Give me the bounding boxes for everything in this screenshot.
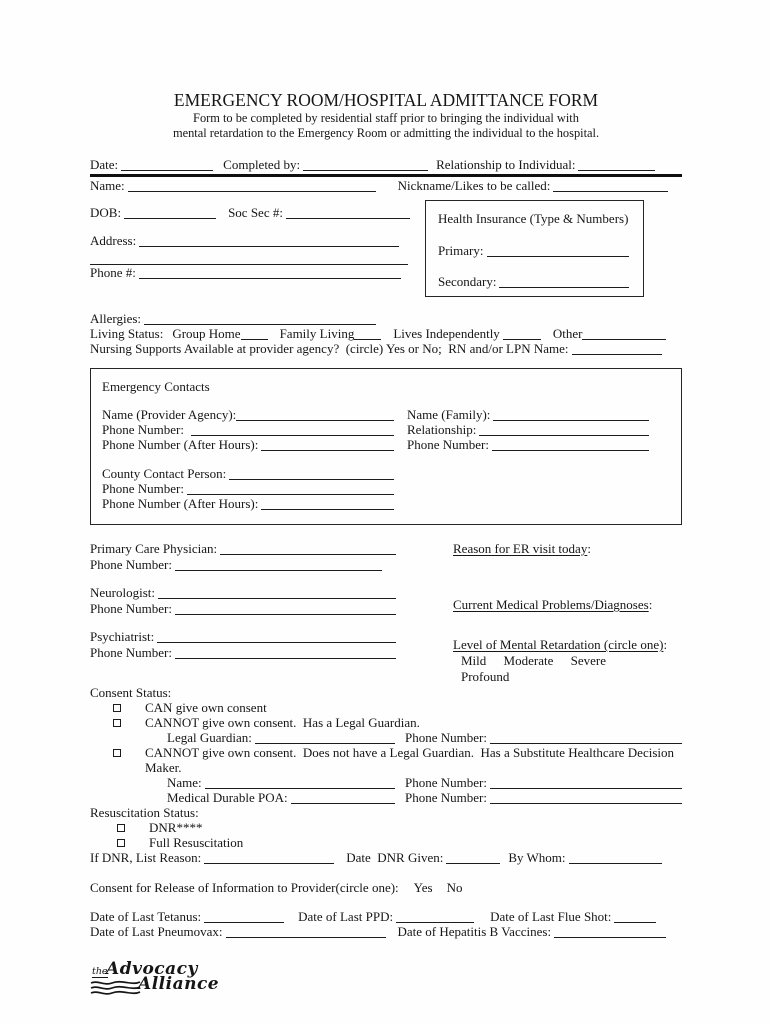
psychiatrist-row [90, 629, 396, 645]
legal-guardian-label: Legal Guardian: [167, 730, 252, 745]
dob-label: DOB: [90, 205, 122, 220]
living-option-family-living[interactable]: Family Living [279, 326, 355, 341]
ppd-line[interactable] [396, 911, 474, 923]
living-option-independent[interactable]: Lives Independently [393, 326, 500, 341]
dnr-option [90, 820, 682, 835]
decision-maker-name-label: Name: [167, 775, 202, 790]
insurance-primary-row [438, 243, 631, 258]
county-phone-line[interactable] [187, 483, 394, 495]
psychiatrist-line[interactable] [157, 631, 396, 643]
relationship-label: Relationship to Individual: [436, 157, 576, 172]
county-row-3 [102, 496, 670, 511]
problems-heading: Current Medical Problems/Diagnoses: [453, 597, 653, 612]
neurologist-line[interactable] [158, 587, 396, 599]
ssn-label: Soc Sec #: [228, 205, 283, 220]
hepatitis-label: Date of Hepatitis B Vaccines: [397, 924, 552, 939]
full-resuscitation-checkbox[interactable] [117, 839, 125, 847]
maker-row [90, 760, 682, 775]
release-no[interactable]: No [446, 880, 463, 895]
insurance-primary-line[interactable] [487, 245, 630, 257]
pcp-phone-line[interactable] [175, 559, 382, 571]
family-relationship-label: Relationship: [407, 422, 477, 437]
can-consent-checkbox[interactable] [113, 704, 121, 712]
allergies-label: Allergies: [90, 311, 142, 326]
assessment-column [453, 541, 682, 685]
nursing-label: Nursing Supports Available at provider agency? (circle) Yes or No; RN and/or LPN Name: [90, 341, 569, 356]
pcp-phone-label: Phone Number: [90, 557, 172, 572]
retardation-options [453, 653, 682, 685]
consent-option-can [90, 700, 682, 715]
county-row-1 [102, 466, 670, 481]
tetanus-label: Date of Last Tetanus: [90, 909, 202, 924]
if-dnr-row [90, 850, 682, 865]
rn-lpn-name-line[interactable] [572, 343, 663, 355]
provider-phone-label: Phone Number: [102, 422, 184, 437]
nickname-line[interactable] [553, 180, 668, 192]
poa-row [90, 790, 682, 805]
if-dnr-label: If DNR, List Reason: [90, 850, 202, 865]
provider-phone-line[interactable] [191, 424, 394, 436]
psychiatrist-phone-line[interactable] [175, 647, 396, 659]
full-resuscitation-option [90, 835, 682, 850]
family-phone-label: Phone Number: [407, 437, 489, 452]
by-whom-line[interactable] [569, 852, 662, 864]
release-label: Consent for Release of Information to Provider(circle one): [90, 880, 399, 895]
cannot-consent-guardian-checkbox[interactable] [113, 719, 121, 727]
retardation-heading: Level of Mental Retardation (circle one): [453, 637, 668, 652]
tetanus-line[interactable] [204, 911, 284, 923]
address-line[interactable] [139, 235, 399, 247]
insurance-secondary-row [438, 274, 631, 289]
provider-name-line[interactable] [236, 409, 394, 421]
cannot-consent-guardian-label: CANNOT give own consent. Has a Legal Guardian. [145, 715, 420, 730]
emergency-contacts-box [90, 368, 682, 525]
insurance-secondary-label: Secondary: [438, 274, 497, 289]
family-name-line[interactable] [493, 409, 649, 421]
release-row [90, 880, 682, 895]
full-resuscitation-label: Full Resuscitation [149, 835, 244, 850]
level-severe[interactable]: Severe [570, 653, 606, 668]
physicians-block [90, 541, 682, 685]
psychiatrist-phone-label: Phone Number: [90, 645, 172, 660]
provider-name-label: Name (Provider Agency): [102, 407, 237, 422]
contact-row-1 [102, 407, 670, 422]
logo-alliance-text: Alliance [138, 974, 220, 994]
name-row [90, 178, 682, 193]
county-row-2 [102, 481, 670, 496]
vaccines-row-2 [90, 924, 682, 939]
cannot-consent-no-guardian-checkbox[interactable] [113, 749, 121, 757]
neurologist-phone-label: Phone Number: [90, 601, 172, 616]
pneumovax-label: Date of Last Pneumovax: [90, 924, 223, 939]
dnr-label: DNR**** [149, 820, 203, 835]
date-line[interactable] [121, 159, 213, 171]
ssn-line[interactable] [286, 207, 410, 219]
date-label: Date: [90, 157, 119, 172]
group-home-line[interactable] [241, 328, 268, 340]
decision-maker-phone-line[interactable] [490, 777, 682, 789]
insurance-primary-label: Primary: [438, 243, 484, 258]
poa-phone-label: Phone Number: [405, 790, 487, 805]
pcp-phone-row [90, 557, 396, 573]
psychiatrist-label: Psychiatrist: [90, 629, 155, 644]
er-reason-heading: Reason for ER visit today: [453, 541, 591, 556]
dnr-reason-line[interactable] [204, 852, 334, 864]
nickname-label: Nickname/Likes to be called: [397, 178, 551, 193]
living-status-row [90, 326, 682, 341]
contact-row-3 [102, 437, 670, 452]
address-line-2[interactable] [90, 253, 408, 265]
resuscitation-title: Resuscitation Status: [90, 805, 199, 820]
phone-label: Phone #: [90, 265, 136, 280]
county-after-hours-label: Phone Number (After Hours): [102, 496, 259, 511]
vaccines-row-1 [90, 909, 682, 924]
level-mild[interactable]: Mild [461, 653, 487, 668]
poa-label: Medical Durable POA: [167, 790, 288, 805]
living-status-label: Living Status: [90, 326, 164, 341]
release-yes[interactable]: Yes [413, 880, 433, 895]
county-person-label: County Contact Person: [102, 466, 227, 481]
county-person-line[interactable] [229, 468, 394, 480]
neurologist-label: Neurologist: [90, 585, 155, 600]
logo-the-text: the [92, 966, 108, 977]
address-label: Address: [90, 233, 137, 248]
identity-block [90, 205, 682, 299]
other-line[interactable] [582, 328, 666, 340]
consent-option-guardian [90, 715, 682, 730]
decision-maker-name-row [90, 775, 682, 790]
family-living-line[interactable] [354, 328, 381, 340]
form-subtitle-line1: Form to be completed by residential staff prior to bringing the individual with [193, 111, 579, 125]
dnr-date-line[interactable] [446, 852, 500, 864]
ppd-label: Date of Last PPD: [298, 909, 394, 924]
divider-rule [90, 174, 682, 177]
health-insurance-box [425, 200, 644, 297]
living-option-other[interactable]: Other [552, 326, 583, 341]
dnr-date-given-label: Date DNR Given: [346, 850, 444, 865]
emergency-contacts-title: Emergency Contacts [102, 379, 210, 394]
allergies-row [90, 311, 682, 326]
insurance-title: Health Insurance (Type & Numbers) [438, 211, 629, 226]
maker-label: Maker. [145, 760, 182, 775]
name-line[interactable] [128, 180, 376, 192]
consent-status-title: Consent Status: [90, 685, 172, 700]
county-after-hours-line[interactable] [261, 498, 394, 510]
consent-option-no-guardian [90, 745, 682, 760]
independent-line[interactable] [503, 328, 541, 340]
level-moderate[interactable]: Moderate [503, 653, 554, 668]
decision-maker-name-line[interactable] [205, 777, 395, 789]
by-whom-label: By Whom: [508, 850, 566, 865]
can-consent-label: CAN give own consent [145, 700, 267, 715]
decision-maker-phone-label: Phone Number: [405, 775, 487, 790]
dnr-checkbox[interactable] [117, 824, 125, 832]
legal-guardian-row [90, 730, 682, 745]
legal-guardian-line[interactable] [255, 732, 395, 744]
neurologist-phone-row [90, 601, 396, 617]
completed-by-label: Completed by: [223, 157, 301, 172]
poa-line[interactable] [291, 792, 395, 804]
neurologist-phone-line[interactable] [175, 603, 396, 615]
psychiatrist-phone-row [90, 645, 396, 661]
allergies-line[interactable] [144, 313, 376, 325]
guardian-phone-label: Phone Number: [405, 730, 487, 745]
pcp-row [90, 541, 396, 557]
relationship-line[interactable] [578, 159, 655, 171]
family-name-label: Name (Family): [407, 407, 491, 422]
form-title: EMERGENCY ROOM/HOSPITAL ADMITTANCE FORM [173, 90, 599, 110]
advocacy-alliance-logo [90, 961, 240, 1005]
flu-line[interactable] [614, 911, 656, 923]
phone-line[interactable] [139, 267, 401, 279]
level-profound[interactable]: Profound [461, 669, 510, 684]
date-row [90, 157, 682, 172]
guardian-phone-line[interactable] [490, 732, 682, 744]
logo-waves-icon [90, 980, 142, 998]
family-relationship-line[interactable] [479, 424, 649, 436]
pcp-line[interactable] [220, 543, 396, 555]
poa-phone-line[interactable] [490, 792, 682, 804]
neurologist-row [90, 585, 396, 601]
flu-label: Date of Last Flue Shot: [490, 909, 612, 924]
pcp-label: Primary Care Physician: [90, 541, 218, 556]
name-label: Name: [90, 178, 125, 193]
living-option-group-home[interactable]: Group Home [172, 326, 241, 341]
dob-line[interactable] [124, 207, 216, 219]
nursing-row [90, 341, 682, 356]
logo-advocacy-text: Advocacy [106, 959, 198, 979]
family-phone-line[interactable] [492, 439, 649, 451]
hepatitis-line[interactable] [554, 926, 666, 938]
insurance-secondary-line[interactable] [499, 276, 629, 288]
contact-row-2 [102, 422, 670, 437]
provider-after-hours-label: Phone Number (After Hours): [102, 437, 259, 452]
pneumovax-line[interactable] [226, 926, 386, 938]
form-subtitle-line2: mental retardation to the Emergency Room or admitting the individual to the hospital. [172, 126, 600, 140]
cannot-consent-no-guardian-label: CANNOT give own consent. Does not have a Legal Guardian. Has a Substitute Healthcare Decision [145, 745, 675, 760]
completed-by-line[interactable] [303, 159, 428, 171]
county-phone-label: Phone Number: [102, 481, 184, 496]
provider-after-hours-line[interactable] [261, 439, 394, 451]
physicians-column [90, 541, 396, 685]
